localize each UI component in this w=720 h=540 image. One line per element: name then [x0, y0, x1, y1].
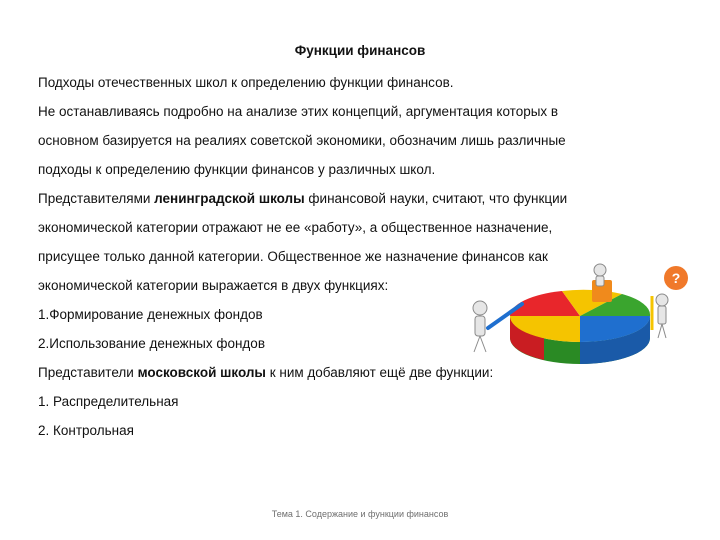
moscow-school-term: московской школы: [137, 365, 266, 380]
list-item-control: 2. Контрольная: [38, 423, 134, 438]
text-segment: к ним добавляют ещё две функции:: [265, 365, 494, 380]
list-item-using-funds: 2.Использование денежных фондов: [38, 336, 265, 351]
text-line: Подходы отечественных школ к определению функции финансов.: [38, 75, 454, 90]
text-segment: Представители: [38, 365, 138, 380]
list-item-forming-funds: 1.Формирование денежных фондов: [38, 307, 263, 322]
text-line: экономической категории отражают не ее «работу», а общественное назначение,: [38, 220, 553, 235]
footer-topic: Тема 1. Содержание и функции финансов: [271, 509, 449, 519]
illustration-svg: [452, 256, 692, 374]
leningrad-school-term: ленинградской школы: [154, 191, 305, 206]
text-line-leningrad-school: [38, 184, 698, 213]
text-segment: Представителями: [38, 191, 155, 206]
text-line: экономической категории выражается в двух функциях:: [38, 278, 389, 293]
pie-top: [510, 290, 650, 342]
page-title: Функции финансов: [294, 43, 426, 58]
text-line: подходы к определению функции финансов у различных школ.: [38, 162, 436, 177]
text-line: Не останавливаясь подробно на анализе этих концепций, аргументация которых в: [38, 104, 559, 119]
list-item-distributive: 1. Распределительная: [38, 394, 179, 409]
text-line: присущее только данной категории. Общественное же назначение финансов как: [38, 249, 548, 264]
text-segment: финансовой науки, считают, что функции: [304, 191, 568, 206]
text-line: основном базируется на реалиях советской экономики, обозначим лишь различные: [38, 133, 566, 148]
question-mark: ?: [671, 270, 681, 286]
pie-chart-with-figures-icon: [452, 256, 692, 374]
